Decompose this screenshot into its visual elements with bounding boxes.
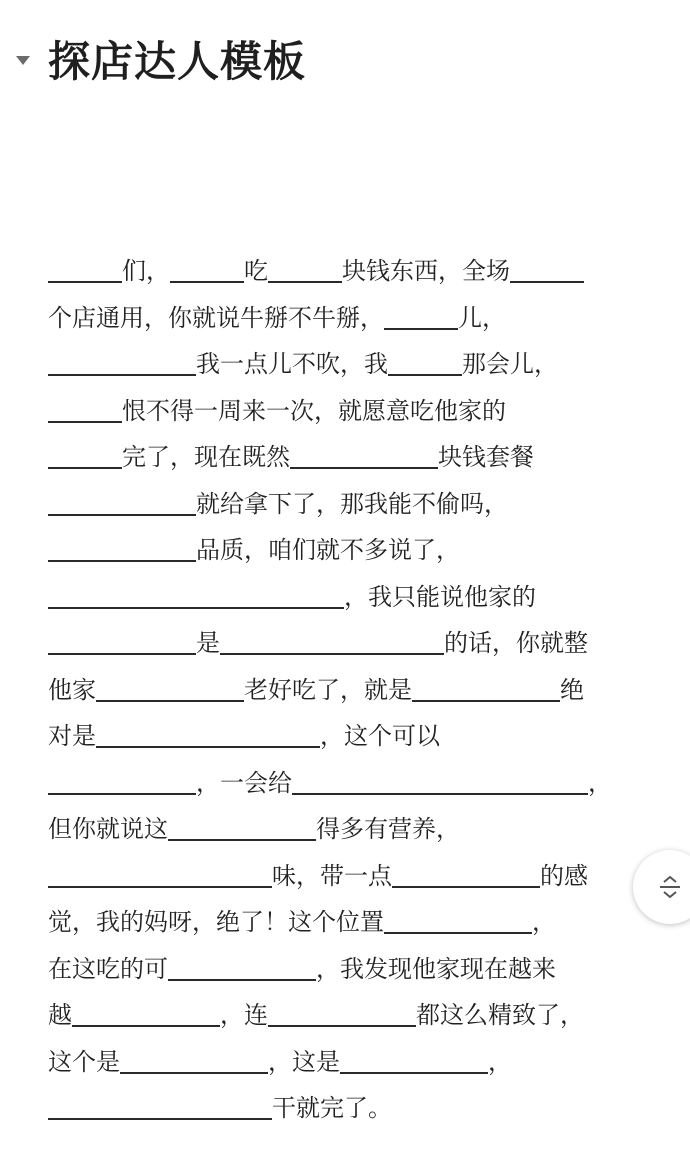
text-segment: 都这么精致了， xyxy=(416,1001,584,1029)
text-line xyxy=(48,248,648,295)
text-segment: ，这是 xyxy=(268,1047,340,1076)
text-line xyxy=(48,713,648,760)
text-segment: ， xyxy=(588,768,612,797)
text-segment: ，这个可以 xyxy=(320,722,440,750)
text-segment: 绝 xyxy=(560,675,584,704)
text-line xyxy=(48,760,648,807)
template-body xyxy=(48,248,648,1132)
text-segment: 品质，咱们就不多说了， xyxy=(196,536,460,564)
text-line xyxy=(48,620,648,667)
collapse-icon xyxy=(657,874,683,900)
fill-blank[interactable] xyxy=(392,856,540,888)
text-line xyxy=(48,434,648,481)
text-segment: 那会儿， xyxy=(462,350,558,378)
text-segment: ，我发现他家现在越来 xyxy=(316,954,556,983)
fill-blank[interactable] xyxy=(384,902,532,934)
text-line xyxy=(48,806,648,853)
text-line xyxy=(48,1085,648,1132)
text-segment: 完了，现在既然 xyxy=(122,443,290,471)
text-segment: ，我只能说他家的 xyxy=(344,582,536,611)
text-segment: 块钱东西，全场 xyxy=(342,257,510,285)
fill-blank[interactable] xyxy=(48,530,196,562)
fill-blank[interactable] xyxy=(168,949,316,981)
fill-blank[interactable] xyxy=(48,623,196,655)
fill-blank[interactable] xyxy=(340,1042,488,1074)
text-segment: 是 xyxy=(196,629,220,657)
text-segment: ， xyxy=(532,908,556,936)
text-segment: 对是 xyxy=(48,722,96,750)
text-segment: ，一会给 xyxy=(196,768,292,797)
text-segment: 的话，你就整 xyxy=(444,629,588,657)
fill-blank[interactable] xyxy=(510,251,584,283)
text-segment: 但你就说这 xyxy=(48,815,168,843)
text-segment: 个店通用，你就说牛掰不牛掰， xyxy=(48,303,384,332)
fill-blank[interactable] xyxy=(48,391,122,423)
fill-blank[interactable] xyxy=(96,670,244,702)
fill-blank[interactable] xyxy=(48,1088,272,1120)
text-line xyxy=(48,853,648,900)
fill-blank[interactable] xyxy=(48,251,122,283)
text-line xyxy=(48,992,648,1039)
fill-blank[interactable] xyxy=(268,251,342,283)
fill-blank[interactable] xyxy=(48,437,122,469)
text-line xyxy=(48,1039,648,1086)
fill-blank[interactable] xyxy=(384,298,458,330)
text-segment: 恨不得一周来一次，就愿意吃他家的 xyxy=(122,396,506,425)
fill-blank[interactable] xyxy=(290,437,438,469)
fill-blank[interactable] xyxy=(412,670,560,702)
collapse-caret-icon[interactable] xyxy=(16,56,30,65)
fill-blank[interactable] xyxy=(96,716,320,748)
fill-blank[interactable] xyxy=(48,484,196,516)
text-segment: 吃 xyxy=(244,257,268,285)
text-line xyxy=(48,481,648,528)
text-segment: 觉，我的妈呀，绝了！这个位置 xyxy=(48,908,384,936)
fill-blank[interactable] xyxy=(48,344,196,376)
text-line xyxy=(48,574,648,621)
text-segment: 他家 xyxy=(48,675,96,704)
text-line xyxy=(48,295,648,342)
text-segment: 老好吃了，就是 xyxy=(244,675,412,704)
text-segment: 块钱套餐 xyxy=(438,443,534,471)
text-line xyxy=(48,341,648,388)
page-title: 探店达人模板 xyxy=(48,37,307,86)
text-segment: 我一点儿不吹，我 xyxy=(196,350,388,378)
fill-blank[interactable] xyxy=(220,623,444,655)
text-segment: 就给拿下了，那我能不偷吗， xyxy=(196,489,508,518)
fill-blank[interactable] xyxy=(170,251,244,283)
fill-blank[interactable] xyxy=(48,763,196,795)
text-segment: 在这吃的可 xyxy=(48,954,168,983)
fill-blank[interactable] xyxy=(268,995,416,1027)
text-line xyxy=(48,527,648,574)
text-segment: 的感 xyxy=(540,861,588,890)
template-header xyxy=(0,30,690,94)
text-line xyxy=(48,667,648,714)
text-segment: 干就完了。 xyxy=(272,1094,392,1122)
text-segment: ， xyxy=(488,1047,512,1076)
text-segment: ，连 xyxy=(220,1001,268,1029)
fill-blank[interactable] xyxy=(168,809,316,841)
text-segment: 这个是 xyxy=(48,1047,120,1076)
text-segment: 儿， xyxy=(458,303,506,332)
text-line xyxy=(48,946,648,993)
fill-blank[interactable] xyxy=(48,577,344,609)
text-line xyxy=(48,388,648,435)
fill-blank[interactable] xyxy=(72,995,220,1027)
fill-blank[interactable] xyxy=(292,763,588,795)
text-segment: 越 xyxy=(48,1001,72,1029)
fill-blank[interactable] xyxy=(48,856,272,888)
fill-blank[interactable] xyxy=(388,344,462,376)
text-line xyxy=(48,899,648,946)
text-segment: 得多有营养， xyxy=(316,815,460,843)
text-segment: 味，带一点 xyxy=(272,861,392,890)
text-segment: 们， xyxy=(122,257,170,285)
fill-blank[interactable] xyxy=(120,1042,268,1074)
